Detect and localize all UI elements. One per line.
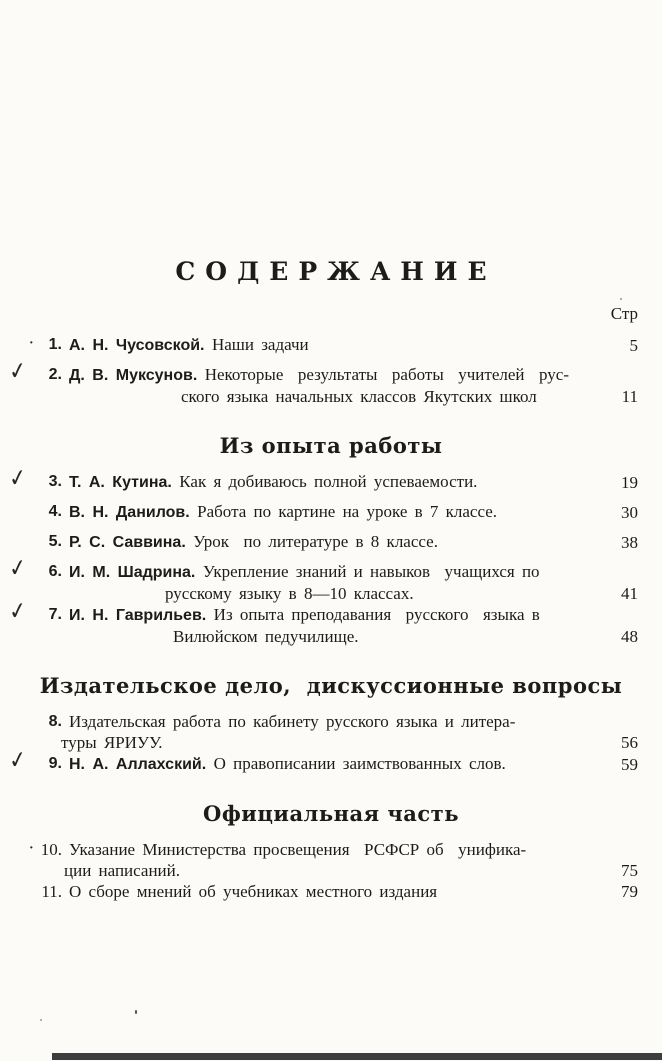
item-text [69,471,598,493]
item-line: Т. А. Кутина. Как я добиваюсь полной успеваемости. [69,472,478,491]
item-page-number: 30 [621,503,638,522]
checkmark-icon: ✓ [7,745,29,775]
item-line: В. Н. Данилов. Работа по картине на уроке в 7 классе. [69,502,498,521]
section-rows [0,334,662,407]
item-line-continuation: русскому языку в 8—10 классах. [165,584,414,603]
checkmark-icon: ✓ [7,553,29,583]
section-header: Официальная часть [203,801,459,826]
item-number: 10. [40,840,62,859]
toc-item [0,463,662,493]
toc-item [0,711,662,753]
item-text [69,881,598,902]
item-page-number: 59 [621,755,638,774]
item-page-number: 19 [621,473,638,492]
toc-section [0,334,662,407]
page-column-header: Стр [610,304,638,323]
toc-item [0,501,662,523]
toc-sections [0,334,662,902]
item-text [64,839,598,881]
item-text [69,753,598,775]
section-rows [0,839,662,902]
toc-section [0,433,662,647]
item-author: А. Н. Чусовской. [69,337,212,354]
item-author: И. М. Шадрина. [69,564,203,581]
item-line-continuation: ского языка начальных классов Якутских школ [181,387,537,406]
scan-speck [135,1010,137,1014]
toc-item [0,839,662,881]
item-line: А. Н. Чусовской. Наши задачи [69,335,309,354]
pen-tick-icon: · [29,336,34,351]
item-line: Издательская работа по кабинету русского языка и литера- [69,712,516,731]
item-text [61,711,598,753]
toc-section [0,673,662,775]
item-number: 11. [41,882,62,901]
page-title: СОДЕРЖАНИЕ [175,257,497,286]
item-page-number: 38 [621,533,638,552]
item-line: Указание Министерства просвещения РСФСР об унифика- [69,840,527,859]
scan-speck [620,298,622,300]
item-line: И. Н. Гаврильев. Из опыта преподавания русского языка в [69,605,540,624]
item-page-number: 56 [621,733,638,752]
item-number: 6. [48,563,62,580]
item-author: И. Н. Гаврильев. [69,607,214,624]
toc-item [0,745,662,775]
item-page-number: 11 [621,387,638,406]
item-line-continuation: Вилюйском педучилище. [173,627,359,646]
item-line-continuation: туры ЯРИУУ. [61,733,163,752]
item-author: В. Н. Данилов. [69,504,198,521]
item-line-continuation: ции написаний. [64,861,180,880]
item-number: 8. [48,713,62,730]
item-author: Д. В. Муксунов. [69,367,205,384]
item-number: 3. [48,473,62,490]
item-line: Р. С. Саввина. Урок по литературе в 8 классе. [69,532,438,551]
toc-item [0,356,662,407]
item-number: 4. [48,503,62,520]
item-author: Р. С. Саввина. [69,534,194,551]
item-line: И. М. Шадрина. Укрепление знаний и навыков учащихся по [69,562,540,581]
checkmark-icon: ✓ [7,356,29,386]
scan-speck [40,1019,42,1021]
checkmark-icon: ✓ [7,463,29,493]
toc-item [0,531,662,553]
item-text [69,364,598,407]
item-text [69,561,598,604]
item-page-number: 48 [621,627,638,646]
item-author: Н. А. Аллахский. [69,756,214,773]
item-page-number: 79 [621,882,638,901]
item-author: Т. А. Кутина. [69,474,180,491]
toc-item [0,334,662,356]
toc-item [0,881,662,902]
item-number: 5. [48,533,62,550]
item-text [69,604,598,647]
scan-edge-artifact [52,1053,662,1060]
section-rows [0,463,662,647]
item-line: Д. В. Муксунов. Некоторые результаты работы учителей рус- [69,365,569,384]
item-number: 9. [48,755,62,772]
item-number: 1. [48,336,62,353]
item-page-number: 5 [629,336,638,355]
item-number: 7. [48,606,62,623]
section-header: Издательское дело, дискуссионные вопросы [39,673,623,698]
item-text [69,531,598,553]
item-page-number: 75 [621,861,638,880]
pen-tick-icon: · [29,841,34,856]
checkmark-icon: ✓ [7,596,29,626]
section-header: Из опыта работы [219,433,443,458]
item-text [69,334,598,356]
item-line: Н. А. Аллахский. О правописании заимствованных слов. [69,754,506,773]
item-number: 2. [48,366,62,383]
toc-section [0,801,662,902]
item-page-number: 41 [621,584,638,603]
item-line: О сборе мнений об учебниках местного издания [69,882,438,901]
toc-item [0,553,662,604]
item-text [69,501,598,523]
toc-item [0,596,662,647]
section-rows [0,711,662,775]
